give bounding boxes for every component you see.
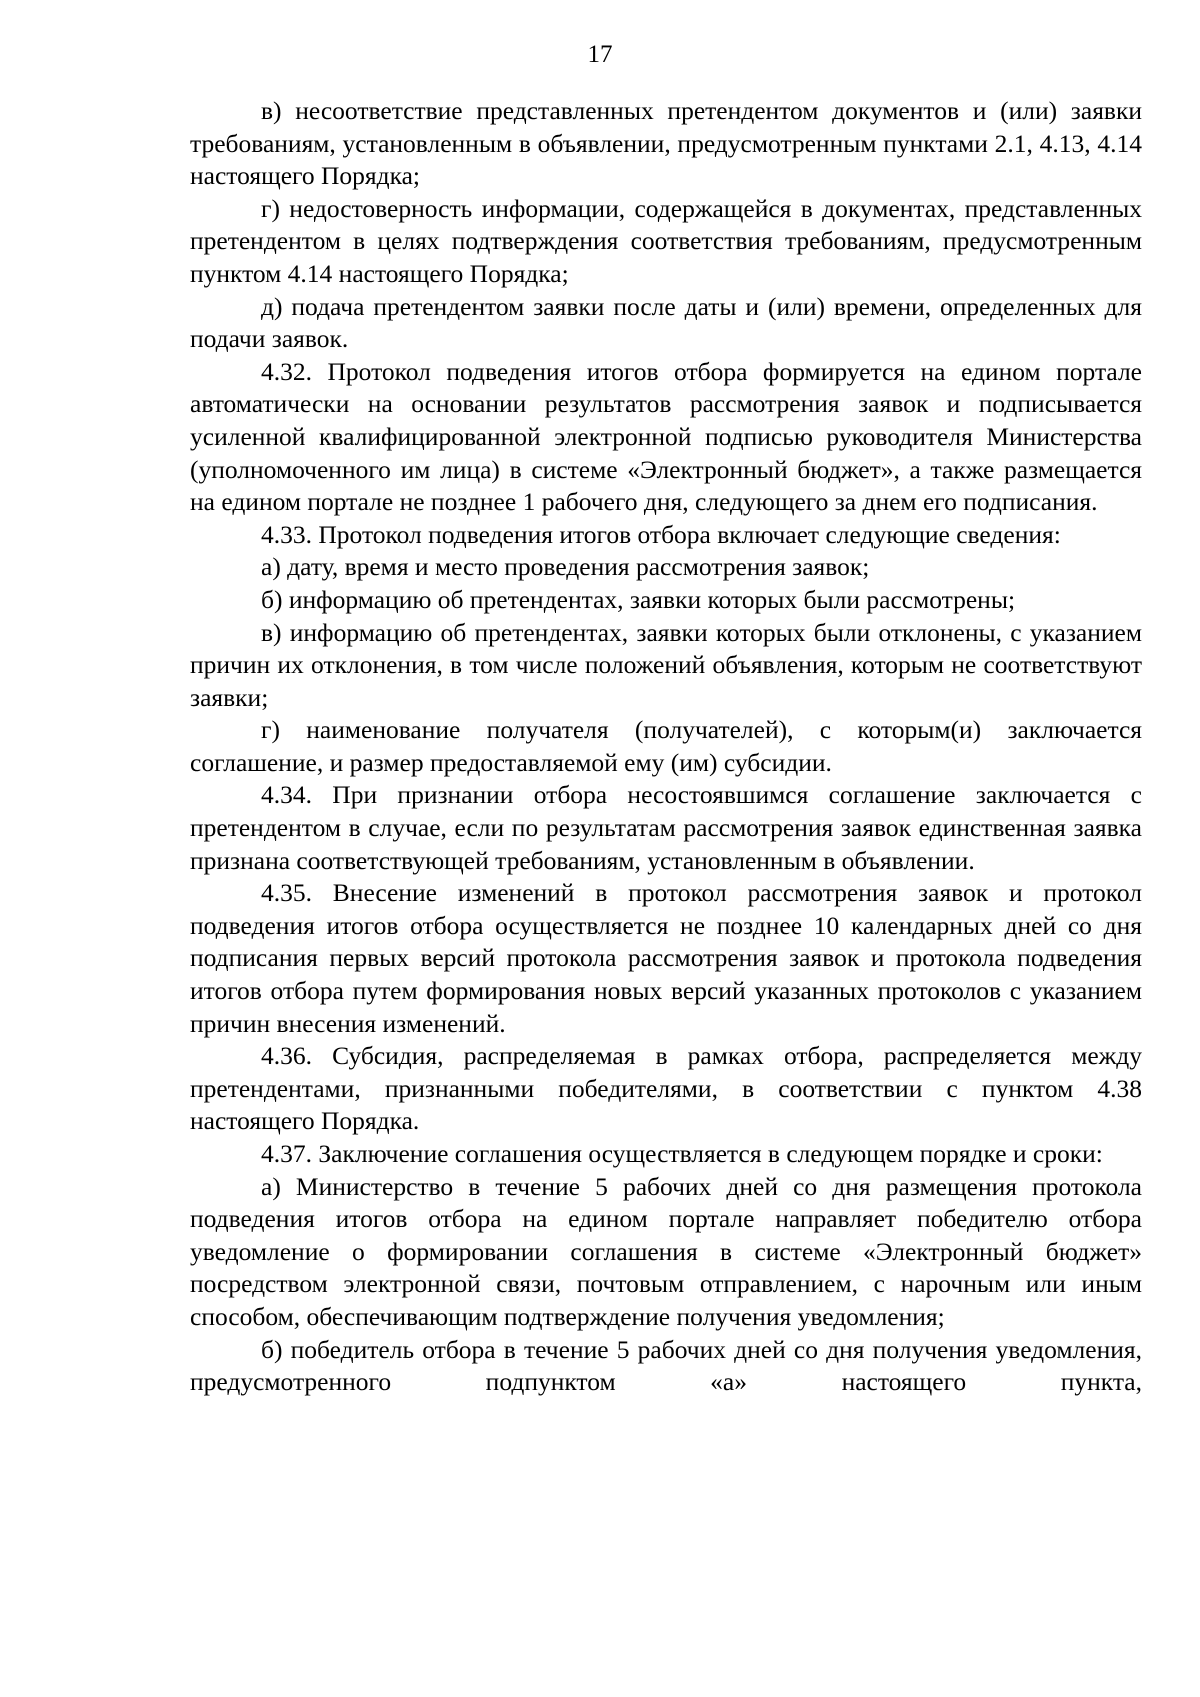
paragraph-4-37-b: б) победитель отбора в течение 5 рабочих дней со дня получения уведомления, предусмотренного подпунктом «а» настоящего пункта, [190,1334,1142,1397]
paragraph-4-33: 4.33. Протокол подведения итогов отбора включает следующие сведения: [261,519,1061,549]
paragraph-4-33-g: г) наименование получателя (получателей), с которым(и) заключается соглашение, и размер предоставляемой ему (им) субсидии. [190,715,1142,777]
paragraph-4-37-a: а) Министерство в течение 5 рабочих дней со дня размещения протокола подведения итогов отбора на едином портале направляет победителю отбора уведомление о формировании соглашения в системе «Электронный бюджет» посредством электронной связи, почтовым отправлением, с нарочным или иным способом, обеспечивающим подтверждение получения уведомления; [190,1171,1142,1331]
paragraph-4-36: 4.36. Субсидия, распределяемая в рамках отбора, распределяется между претендентами, признанными победителями, в соответствии с пунктом 4.38 настоящего Порядка. [190,1041,1142,1136]
paragraph-4-33-a: а) дату, время и место проведения рассмотрения заявок; [261,552,870,582]
paragraph-4-34: 4.34. При признании отбора несостоявшимся соглашение заключается с претендентом в случае, если по результатам рассмотрения заявок единственная заявка признана соответствующей требованиям, установленным в объявлении. [190,780,1142,875]
page-number: 17 [587,41,613,68]
paragraph-4-37: 4.37. Заключение соглашения осуществляется в следующем порядке и сроки: [261,1139,1103,1168]
paragraph-4-32: 4.32. Протокол подведения итогов отбора формируется на едином портале автоматически на основании результатов рассмотрения заявок и подписывается усиленной квалифицированной электронной подписью руководителя Министерства (уполномоченного им лица) в системе «Электронный бюджет», а также размещается на едином портале не позднее 1 рабочего дня, следующего за днем его подписания. [190,356,1142,517]
paragraph-4-31-v: в) несоответствие представленных претендентом документов и (или) заявки требованиям, установленным в объявлении, предусмотренным пунктами 2.1, 4.13, 4.14 настоящего Порядка; [190,96,1142,191]
paragraph-4-35: 4.35. Внесение изменений в протокол рассмотрения заявок и протокол подведения итогов отбора осуществляется не позднее 10 календарных дней со дня подписания первых версий протокола рассмотрения заявок и протокола подведения итогов отбора путем формирования новых версий указанных протоколов с указанием причин внесения изменений. [190,878,1142,1038]
paragraph-4-33-b: б) информацию об претендентах, заявки которых были рассмотрены; [261,584,1016,614]
paragraph-4-31-d: д) подача претендентом заявки после даты и (или) времени, определенных для подачи заявок. [190,291,1142,354]
document-body [190,95,1142,1399]
paragraph-4-33-v: в) информацию об претендентах, заявки которых были отклонены, с указанием причин их отклонения, в том числе положений объявления, которым не соответствуют заявки; [190,617,1142,712]
paragraph-4-31-g: г) недостоверность информации, содержащейся в документах, представленных претендентом в целях подтверждения соответствия требованиям, предусмотренным пунктом 4.14 настоящего Порядка; [190,193,1142,288]
